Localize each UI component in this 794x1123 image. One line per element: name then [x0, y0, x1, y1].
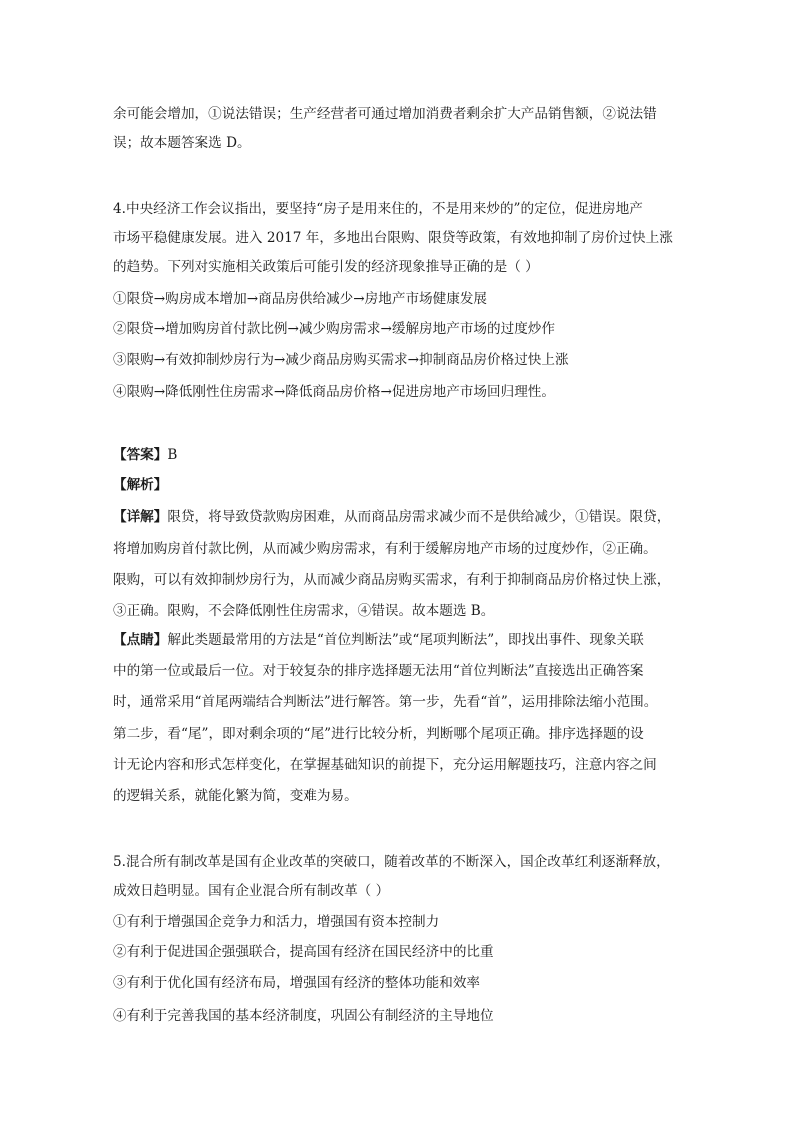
q4-tip-line-1	[113, 631, 688, 649]
q4-item-4: ④限购→降低刚性住房需求→降低商品房价格→促进房地产市场回归理性。	[113, 384, 555, 400]
answer-tag: 【答案】	[113, 447, 168, 463]
q4-stem-line-3: 的趋势。下列对实施相关政策后可能引发的经济现象推导正确的是（ ）	[113, 259, 539, 275]
prev-explanation-line-1: 余可能会增加，①说法错误；生产经营者可通过增加消费者剩余扩大产品销售额，②说法错	[113, 106, 657, 122]
detail-tag: 【详解】	[113, 509, 168, 525]
q4-tip-line-6: 的逻辑关系，就能化繁为简，变难为易。	[113, 788, 358, 804]
q4-item-3: ③限购→有效抑制炒房行为→减少商品房购买需求→抑制商品房价格过快上涨	[113, 352, 569, 368]
detail-text-1: 限贷，将导致贷款购房困难，从而商品房需求减少而不是供给减少，①错误。限贷，	[167, 509, 671, 525]
q4-tip-line-5: 计无论内容和形式怎样变化，在掌握基础知识的前提下，充分运用解题技巧，注意内容之间	[113, 757, 657, 773]
q5-item-1: ①有利于增强国企竞争力和活力，增强国有资本控制力	[113, 914, 440, 930]
q4-stem-line-1: 4.中央经济工作会议指出，要坚持“房子是用来住的，不是用来炒的”的定位，促进房地产	[113, 201, 643, 217]
q4-stem-line-2: 市场平稳健康发展。进入 2017 年，多地出台限购、限贷等政策，有效地抑制了房价过快上涨	[113, 230, 673, 246]
analysis-tag: 【解析】	[113, 477, 168, 493]
q4-detail-line-4: ③正确。限购，不会降低刚性住房需求，④错误。故本题选 B。	[113, 603, 495, 619]
q4-detail-line-1	[113, 508, 688, 526]
q4-detail-line-3: 限购，可以有效抑制炒房行为，从而减少商品房购买需求，有利于抑制商品房价格过快上涨，	[113, 572, 671, 588]
prev-explanation-line-2: 误；故本题答案选 D。	[113, 135, 251, 151]
tip-text-1: 解此类题最常用的方法是“首位判断法”或“尾项判断法”，即找出事件、现象关联	[167, 632, 644, 648]
q4-answer-line	[113, 446, 688, 464]
answer-value: B	[167, 447, 178, 463]
q5-item-4: ④有利于完善我国的基本经济制度，巩固公有制经济的主导地位	[113, 1008, 494, 1024]
q5-stem-line-2: 成效日趋明显。国有企业混合所有制改革（ ）	[113, 883, 390, 899]
q4-tip-line-2: 中的第一位或最后一位。对于较复杂的排序选择题无法用“首位判断法”直接选出正确答案	[113, 663, 644, 679]
q5-item-3: ③有利于优化国有经济布局，增强国有经济的整体功能和效率	[113, 975, 481, 991]
q4-tip-line-3: 时，通常采用“首尾两端结合判断法”进行解答。第一步，先看“首”，运用排除法缩小范围。	[113, 694, 658, 710]
q4-tip-line-4: 第二步，看“尾”，即对剩余项的“尾”进行比较分析，判断哪个尾项正确。排序选择题的设	[113, 726, 644, 742]
tip-tag: 【点睛】	[113, 632, 168, 648]
q4-item-2: ②限贷→增加购房首付款比例→减少购房需求→缓解房地产市场的过度炒作	[113, 321, 555, 337]
q5-item-2: ②有利于促进国企强强联合，提高国有经济在国民经济中的比重	[113, 944, 494, 960]
q4-item-1: ①限贷→购房成本增加→商品房供给减少→房地产市场健康发展	[113, 291, 488, 307]
q5-stem-line-1: 5.混合所有制改革是国有企业改革的突破口，随着改革的不断深入，国企改革红利逐渐释放，	[113, 854, 670, 870]
q4-detail-line-2: 将增加购房首付款比例，从而减少购房需求，有利于缓解房地产市场的过度炒作，②正确。	[113, 541, 657, 557]
